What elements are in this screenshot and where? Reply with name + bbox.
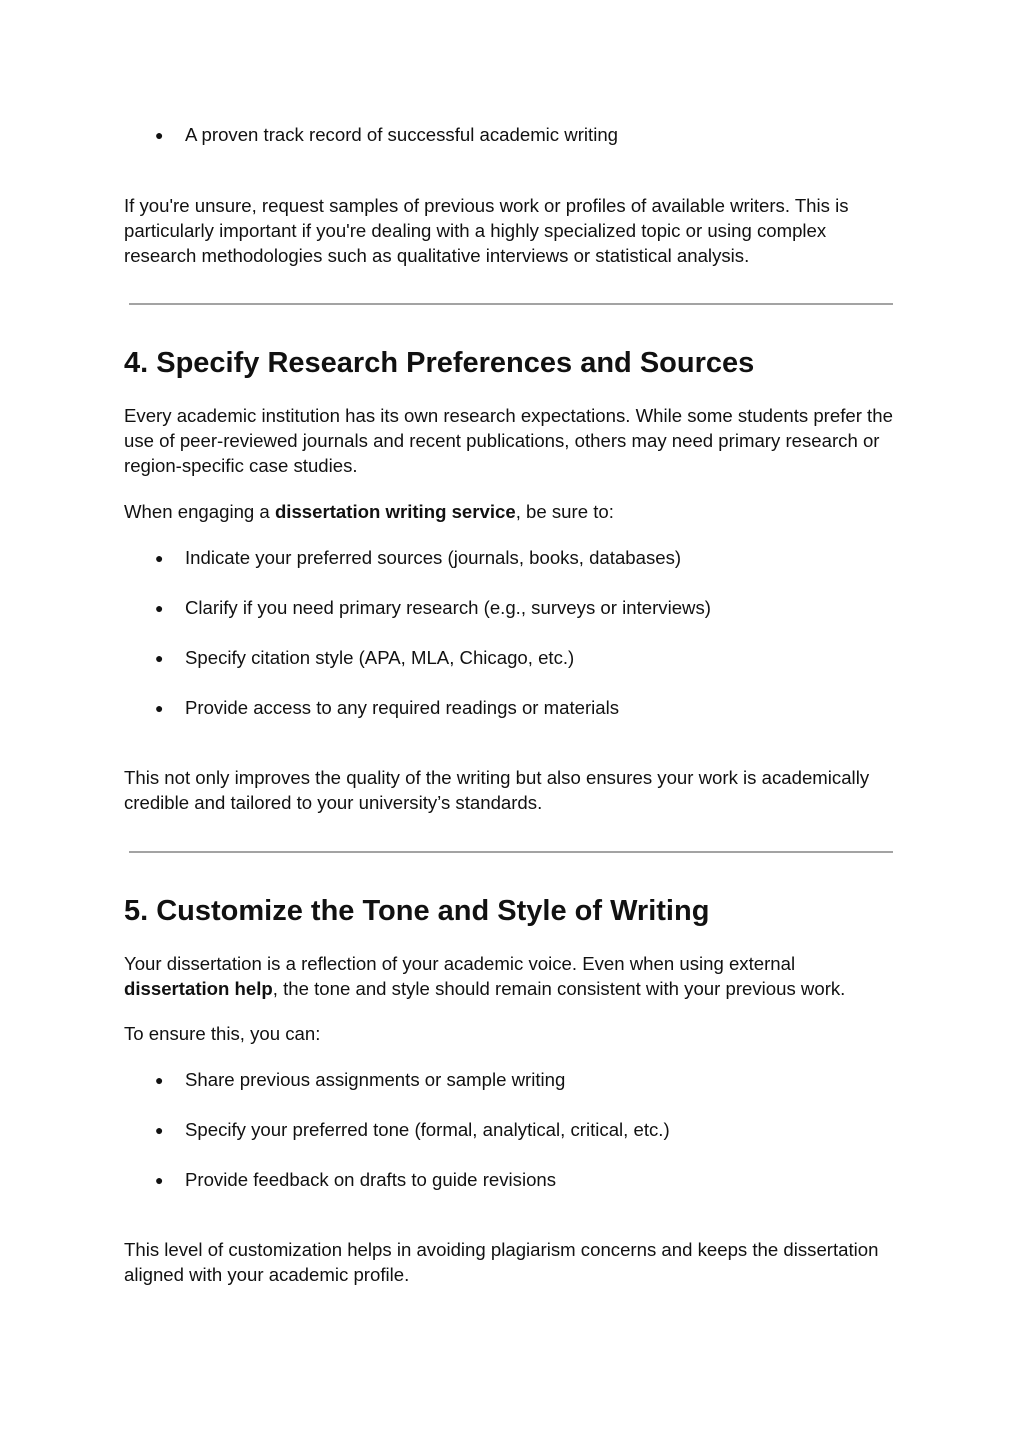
list-item xyxy=(155,595,711,621)
lead-text: When engaging a xyxy=(124,501,275,522)
section-5-closing: This level of customization helps in avoiding plagiarism concerns and keeps the dissertation aligned with your academic profile. xyxy=(124,1239,879,1285)
section-divider xyxy=(129,851,893,853)
bullet-icon: ● xyxy=(155,600,164,616)
bullet-icon: ● xyxy=(155,550,164,566)
intro-paragraph: If you're unsure, request samples of previous work or profiles of available writers. This is particularly important if you're dealing with a highly specialized topic or using complex research methodologies such as qualitative interviews or statistical analysis. xyxy=(124,195,849,266)
bullet-icon: ● xyxy=(155,1122,164,1138)
section-5-lead: To ensure this, you can: xyxy=(124,1023,321,1044)
bullet-icon: ● xyxy=(155,1072,164,1088)
list-item xyxy=(155,695,619,721)
list-item-text: Specify citation style (APA, MLA, Chicago, etc.) xyxy=(185,647,575,668)
list-item-text: Share previous assignments or sample writing xyxy=(185,1069,566,1090)
bullet-icon: ● xyxy=(155,650,164,666)
list-item-text: Specify your preferred tone (formal, analytical, critical, etc.) xyxy=(185,1119,670,1140)
list-item xyxy=(155,645,574,671)
paragraph-text-end: , the tone and style should remain consistent with your previous work. xyxy=(272,978,846,999)
list-item xyxy=(155,122,618,148)
section-4-paragraph: Every academic institution has its own research expectations. While some students prefer the use of peer-reviewed journals and recent publications, others may need primary research or region-specific case studies. xyxy=(124,405,893,476)
list-item-text: A proven track record of successful academic writing xyxy=(185,124,619,145)
paragraph-bold-text: dissertation help xyxy=(124,978,273,999)
list-item xyxy=(155,1167,556,1193)
list-item-text: Provide access to any required readings or materials xyxy=(185,697,620,718)
section-5-heading: 5. Customize the Tone and Style of Writing xyxy=(124,895,710,927)
list-item xyxy=(155,1067,565,1093)
list-item-text: Clarify if you need primary research (e.g., surveys or interviews) xyxy=(185,597,711,618)
list-item-text: Provide feedback on drafts to guide revisions xyxy=(185,1169,557,1190)
lead-bold-text: dissertation writing service xyxy=(274,501,516,522)
section-5-paragraph xyxy=(124,951,896,1001)
bullet-icon: ● xyxy=(155,1172,164,1188)
list-item xyxy=(155,545,681,571)
bullet-icon: ● xyxy=(155,700,164,716)
bullet-icon: ● xyxy=(155,127,164,143)
section-divider xyxy=(129,303,893,305)
section-4-lead xyxy=(124,499,896,524)
lead-text-end: , be sure to: xyxy=(515,501,614,522)
list-item-text: Indicate your preferred sources (journals, books, databases) xyxy=(185,547,682,568)
list-item xyxy=(155,1117,670,1143)
section-4-heading: 4. Specify Research Preferences and Sources xyxy=(124,347,755,379)
paragraph-text: Your dissertation is a reflection of your academic voice. Even when using external xyxy=(124,953,796,974)
section-4-closing: This not only improves the quality of the writing but also ensures your work is academically credible and tailored to your university’s standards. xyxy=(124,767,870,813)
